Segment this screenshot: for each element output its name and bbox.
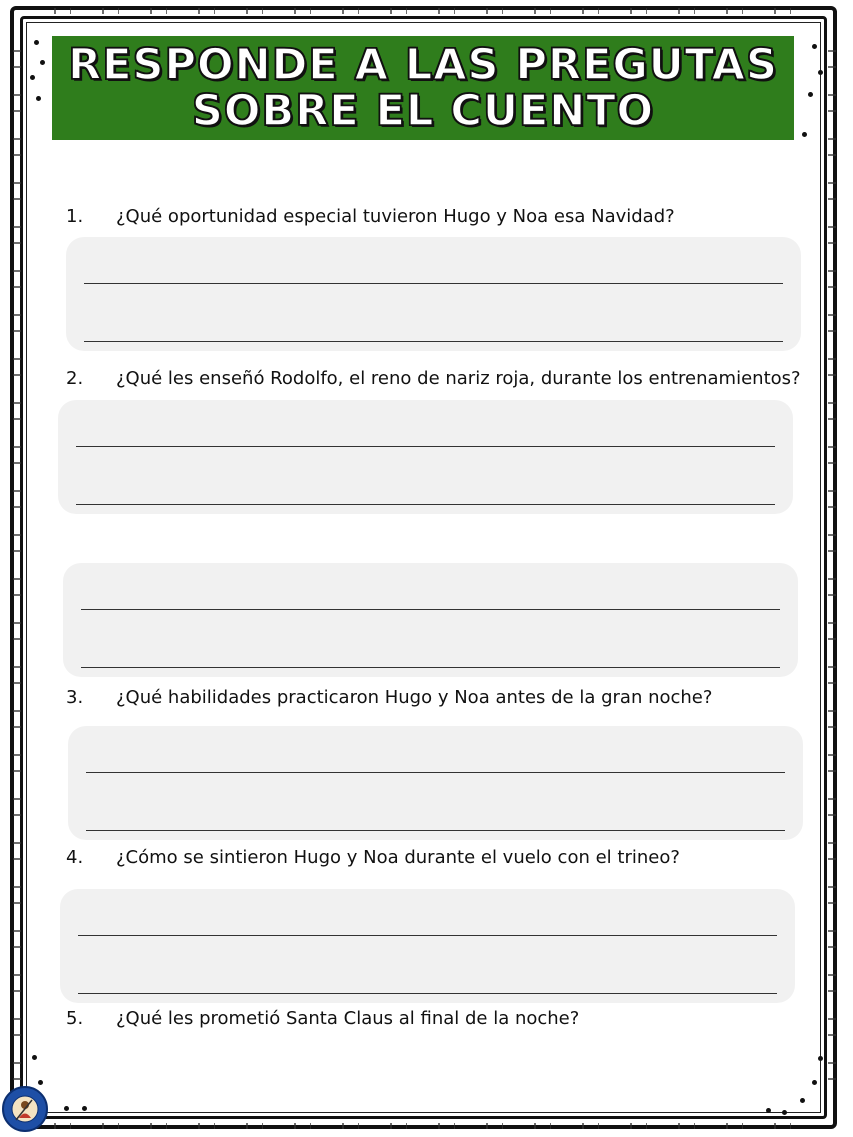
decor-dot (802, 132, 807, 137)
question-2 (66, 368, 826, 389)
question-text: ¿Qué les prometió Santa Claus al final de la noche? (116, 1008, 580, 1029)
question-text: ¿Cómo se sintieron Hugo y Noa durante el vuelo con el trineo? (116, 847, 680, 868)
title-line-1: RESPONDE A LAS PREGUTAS (68, 40, 778, 90)
decor-dot (812, 1080, 817, 1085)
question-text: ¿Qué oportunidad especial tuvieron Hugo y Noa esa Navidad? (116, 206, 675, 227)
decor-dot (64, 1106, 69, 1111)
answer-line (84, 341, 783, 342)
answer-box-4[interactable] (60, 889, 795, 1003)
decor-dot (82, 1106, 87, 1111)
answer-line (84, 283, 783, 284)
question-number: 1. (66, 206, 84, 227)
answer-line (78, 993, 777, 994)
decor-dot (766, 1108, 771, 1113)
question-number: 5. (66, 1008, 84, 1029)
question-number: 4. (66, 847, 84, 868)
title-line-2: SOBRE EL CUENTO (191, 86, 655, 136)
answer-line (81, 609, 780, 610)
answer-line (86, 830, 785, 831)
answer-line (76, 504, 775, 505)
decor-dot (32, 1055, 37, 1060)
decor-dot (808, 92, 813, 97)
decor-dot (38, 1080, 43, 1085)
decor-dot (812, 44, 817, 49)
answer-box-1[interactable] (66, 237, 801, 351)
question-3 (66, 687, 826, 708)
teacher-logo-icon (2, 1086, 48, 1132)
question-text: ¿Qué habilidades practicaron Hugo y Noa antes de la gran noche? (116, 687, 713, 708)
title-banner (52, 36, 794, 140)
teacher-figure-icon (10, 1094, 40, 1124)
answer-line (76, 446, 775, 447)
answer-box-2b[interactable] (63, 563, 798, 677)
decor-dot (818, 1056, 823, 1061)
question-number: 2. (66, 368, 84, 389)
decor-dot (782, 1110, 787, 1115)
border-hatch-left (13, 40, 21, 1100)
question-number: 3. (66, 687, 84, 708)
decor-dot (36, 96, 41, 101)
decor-dot (34, 40, 39, 45)
question-text: ¿Qué les enseñó Rodolfo, el reno de nariz roja, durante los entrenamientos? (116, 368, 801, 389)
decor-dot (800, 1098, 805, 1103)
border-hatch-bottom (40, 1123, 820, 1129)
answer-line (78, 935, 777, 936)
border-hatch-right (828, 40, 836, 1100)
decor-dot (40, 60, 45, 65)
answer-line (86, 772, 785, 773)
question-1 (66, 206, 826, 227)
decor-dot (30, 75, 35, 80)
answer-line (81, 667, 780, 668)
border-hatch-top (40, 8, 820, 14)
decor-dot (818, 70, 823, 75)
answer-box-3[interactable] (68, 726, 803, 840)
question-5 (66, 1008, 826, 1029)
question-4 (66, 847, 826, 868)
answer-box-2[interactable] (58, 400, 793, 514)
